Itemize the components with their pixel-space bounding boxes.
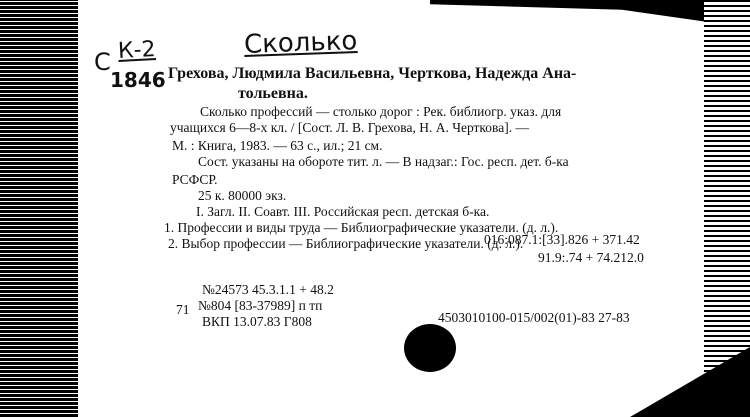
handwritten-call-k2: К-2 [117,37,157,64]
registration-number-2: №804 [83-37989] п тп [198,298,323,313]
classification-1: 016:087.1:[33].826 + 371.42 [484,232,640,247]
subject-heading-1: 1. Профессии и виды труда — Библиографические указатели. (д. л.). [164,220,559,235]
subject-heading-2: 2. Выбор профессии — Библиографические указатели. (д. л.). [168,236,524,251]
author-line: Грехова, Людмила Васильевна, Черткова, Надежда Ана- [168,65,577,82]
note-line: Сост. указаны на обороте тит. л. — В надзаг.: Гос. респ. дет. б-ка [198,154,569,169]
classification-2: 91.9:.74 + 74.212.0 [538,250,644,265]
handwritten-call-c: С [94,48,111,76]
punch-hole [404,324,456,372]
added-entries: I. Загл. II. Соавт. III. Российская респ. детская б-ка. [196,204,490,219]
handwritten-call-number: 1846 [110,68,166,92]
registration-prefix: 71 [176,302,190,317]
title-line-2: учащихся 6—8-х кл. / [Сост. Л. В. Грехова, Н. А. Черткова]. — [170,120,529,135]
scan-border-top [430,0,750,28]
scan-border-bottom [630,347,750,417]
title-line-1: Сколько профессий — столько дорог : Рек. библиогр. указ. для [200,104,562,119]
imprint-line: М. : Книга, 1983. — 63 с., ил.; 21 см. [172,138,383,153]
registration-number-1: №24573 45.3.1.1 + 48.2 [202,282,334,297]
author-continuation: тольевна. [238,85,308,102]
handwritten-title-word: Сколько [243,26,358,60]
isbn-code: 4503010100-015/002(01)-83 27-83 [438,310,630,325]
price-line: 25 к. 80000 экз. [198,188,287,203]
scan-border-left-streaks [0,0,78,417]
note-continuation: РСФСР. [172,172,218,187]
vkp-line: ВКП 13.07.83 Г808 [202,314,312,329]
